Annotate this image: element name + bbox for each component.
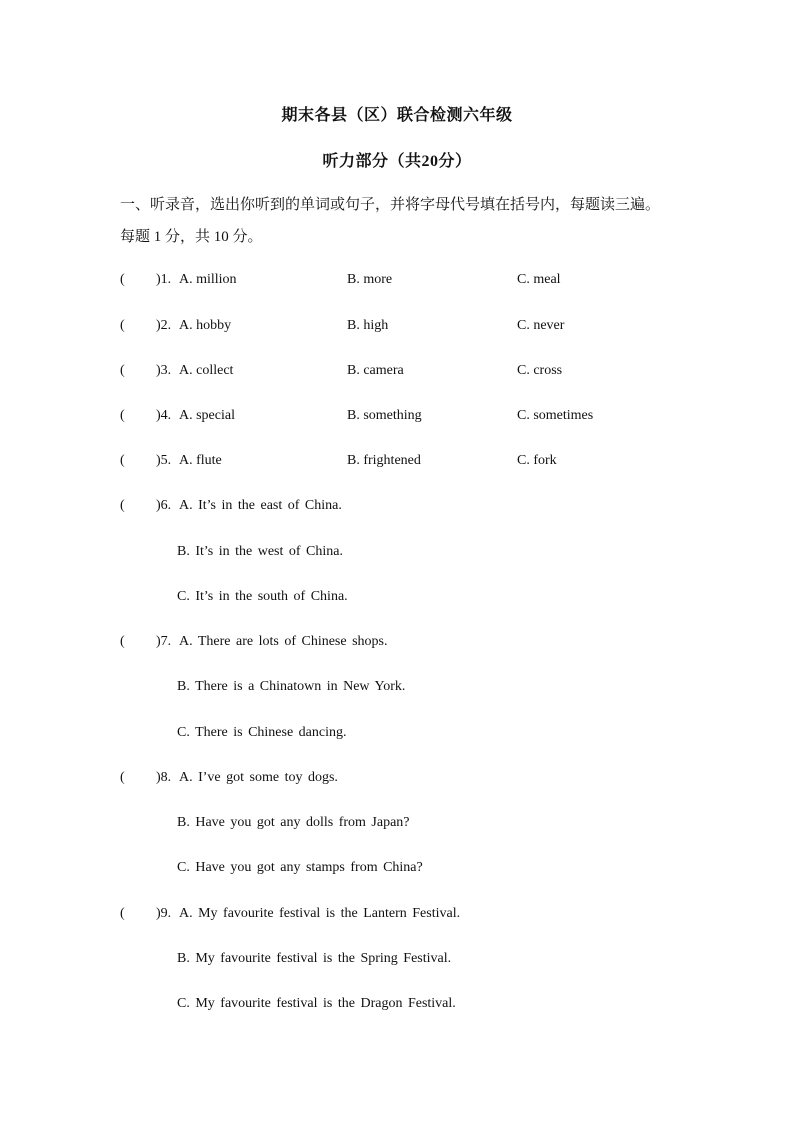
question-number: )6. bbox=[156, 498, 172, 513]
option-b: B. Have you got any dolls from Japan? bbox=[177, 815, 410, 830]
option-b: B. something bbox=[347, 408, 422, 423]
page-title: 期末各县（区）联合检测六年级 bbox=[281, 107, 513, 124]
option-b: B. It’s in the west of China. bbox=[177, 544, 343, 559]
option-a: A. My favourite festival is the Lantern Festival. bbox=[179, 906, 461, 921]
option-c: C. Have you got any stamps from China? bbox=[177, 860, 423, 875]
question-number: )1. bbox=[156, 272, 172, 287]
question-number: )3. bbox=[156, 363, 172, 378]
answer-paren[interactable]: ( bbox=[120, 770, 125, 785]
question-number: )4. bbox=[156, 408, 172, 423]
question-number: )8. bbox=[156, 770, 172, 785]
option-a: A. flute bbox=[179, 453, 222, 468]
question-number: )2. bbox=[156, 318, 172, 333]
option-a: A. million bbox=[179, 272, 237, 287]
instruction-line-2: 每题 1 分，共 10 分。 bbox=[120, 229, 263, 245]
instruction-line-1: 一、听录音，选出你听到的单词或句子，并将字母代号填在括号内，每题读三遍。 bbox=[120, 197, 661, 213]
option-c: C. There is Chinese dancing. bbox=[177, 725, 347, 740]
option-c: C. cross bbox=[517, 363, 563, 378]
question-number: )5. bbox=[156, 453, 172, 468]
option-a: A. There are lots of Chinese shops. bbox=[179, 634, 388, 649]
answer-paren[interactable]: ( bbox=[120, 453, 125, 468]
option-c: C. never bbox=[517, 318, 565, 333]
option-c: C. It’s in the south of China. bbox=[177, 589, 348, 604]
option-a: A. I’ve got some toy dogs. bbox=[179, 770, 338, 785]
option-a: A. collect bbox=[179, 363, 234, 378]
answer-paren[interactable]: ( bbox=[120, 634, 125, 649]
answer-paren[interactable]: ( bbox=[120, 363, 125, 378]
question-number: )7. bbox=[156, 634, 172, 649]
option-a: A. It’s in the east of China. bbox=[179, 498, 342, 513]
option-c: C. fork bbox=[517, 453, 557, 468]
option-b: B. frightened bbox=[347, 453, 421, 468]
answer-paren[interactable]: ( bbox=[120, 498, 125, 513]
answer-paren[interactable]: ( bbox=[120, 272, 125, 287]
answer-paren[interactable]: ( bbox=[120, 408, 125, 423]
option-c: C. meal bbox=[517, 272, 561, 287]
option-b: B. There is a Chinatown in New York. bbox=[177, 679, 406, 694]
answer-paren[interactable]: ( bbox=[120, 906, 125, 921]
question-number: )9. bbox=[156, 906, 172, 921]
option-b: B. more bbox=[347, 272, 393, 287]
option-b: B. camera bbox=[347, 363, 404, 378]
answer-paren[interactable]: ( bbox=[120, 318, 125, 333]
option-a: A. hobby bbox=[179, 318, 232, 333]
option-c: C. sometimes bbox=[517, 408, 594, 423]
section-title: 听力部分（共20分） bbox=[322, 153, 472, 170]
option-b: B. high bbox=[347, 318, 389, 333]
option-c: C. My favourite festival is the Dragon Festival. bbox=[177, 996, 456, 1011]
option-a: A. special bbox=[179, 408, 235, 423]
option-b: B. My favourite festival is the Spring Festival. bbox=[177, 951, 452, 966]
